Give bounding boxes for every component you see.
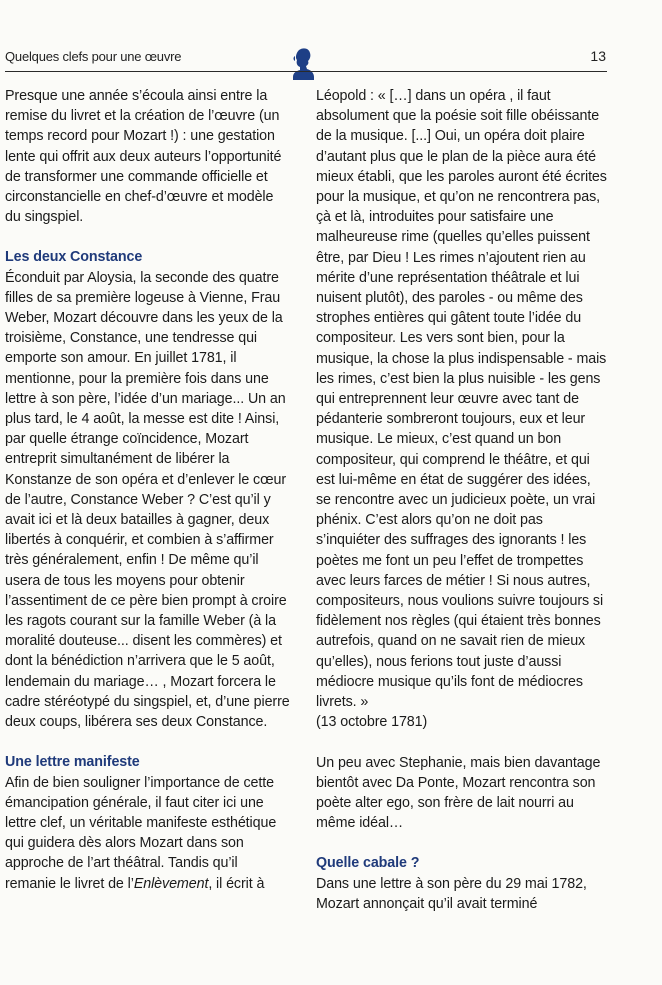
- right-column: [316, 86, 608, 914]
- paragraph-constance: Éconduit par Aloysia, la seconde des quatre filles de sa première logeuse à Vienne, Frau Weber, Mozart découvre dans les yeux de la troisième, Constance, une tendresse qui emporte son amour. En juillet 1781, il mentionne, pour la première fois dans une lettre à son père, l’idée d’un mariage... Un an plus tard, le 4 août, la messe est dite ! Ainsi, par quelle étrange coïncidence, Mozart entreprit simultanément de libérer la Konstanze de son opéra et d’enlever le cœur de l’autre, Constance Weber ? C’est qu’il y avait ici et là deux batailles à gagner, deux libertés à conquérir, et combien à s’affirmer très généralement, enfin ! De même qu’il usera de tous les moyens pour obtenir l’assentiment de ce père bien prompt à croire les ragots courant sur la famille Weber (à la moralité douteuse... disent les commères) et dont la bénédiction n’arrivera que le 5 août, lendemain du mariage… , Mozart forcera le cadre stéréotypé du singspiel, et, d’une pierre deux coups, libérera ses deux Constance.: [5, 269, 290, 731]
- left-column: [5, 86, 290, 894]
- paragraph-cabale: Dans une lettre à son père du 29 mai 1782, Mozart annonçait qu’il avait terminé: [316, 875, 587, 912]
- page-number: 13: [590, 48, 606, 64]
- header-divider: [5, 71, 607, 72]
- paragraph-letter-quote: Léopold : « […] dans un opéra , il faut absolument que la poésie soit fille obéissante de la musique. [...] Oui, un opéra doit plaire d’autant plus que le plan de la pièce aura été mieux établi, que les paroles auront été écrites pour la musique, et qu’on ne rencontrera pas, çà et là, introduites pour satisfaire une malheureuse rime (quelles qu’elles puissent être, par Dieu ! Les rimes n’ajoutent rien au mérite d’une représentation théâtrale et lui nuisent plutôt), des paroles - ou même des strophes entières qui gâtent toute l’idée du compositeur. Les vers sont bien, pour la musique, la chose la plus indispensable - mais les rimes, c’est bien la plus nuisible - les gens qui entreprennent leur œuvre avec tant de pédanterie sombreront toujours, eux et leur musique. Le mieux, c’est quand un bon compositeur, qui comprend le théâtre, et qui est lui-même en état de suggérer des idées, se rencontre avec un judicieux poète, un vrai phénix. C’est alors qu’on ne doit pas s’inquiéter des suffrages des ignorants ! les poètes me font un peu l’effet de trompettes avec leurs farces de métier ! Si nous autres, compositeurs, nous voulions suivre toujours si fidèlement nos règles (qui étaient très bonnes autrefois, quand on ne savait rien de mieux qu’elles), nous ferions tout juste d’aussi médiocre musique qu’ils font de médiocres livrets. »: [316, 88, 607, 711]
- page-header: [0, 0, 662, 80]
- heading-quelle-cabale: Quelle cabale ?: [316, 855, 420, 872]
- paragraph-intro: Presque une année s’écoula ainsi entre la remise du livret et la création de l’œuvre (un temps record pour Mozart !) : une gestation lente qui offrit aux deux auteurs l’opportunité de transformer une commande officielle et circonstancielle en chef-d’œuvre et modèle du singspiel.: [5, 88, 282, 226]
- running-title: Quelques clefs pour une œuvre: [5, 49, 182, 64]
- paragraph-lettre-end: , il écrit à: [208, 875, 265, 892]
- work-title-italic: Enlèvement: [133, 875, 209, 892]
- heading-les-deux-constance: Les deux Constance: [5, 249, 143, 266]
- paragraph-lettre: [5, 773, 290, 894]
- heading-lettre-manifeste: Une lettre manifeste: [5, 754, 140, 771]
- mozart-bust-icon: [289, 46, 317, 80]
- paragraph-da-ponte: Un peu avec Stephanie, mais bien davantage bientôt avec Da Ponte, Mozart rencontra son poète alter ego, son frère de lait nourri au même idéal…: [316, 754, 601, 832]
- paragraph-lettre-text: Afin de bien souligner l’importance de cette émancipation générale, il faut citer ici une lettre clef, un véritable manifeste esthétique qui guidera dès alors Mozart dans son approche de l’art théâtral. Tandis qu’il remanie le livret de l’: [5, 774, 277, 892]
- letter-date: (13 octobre 1781): [316, 714, 428, 731]
